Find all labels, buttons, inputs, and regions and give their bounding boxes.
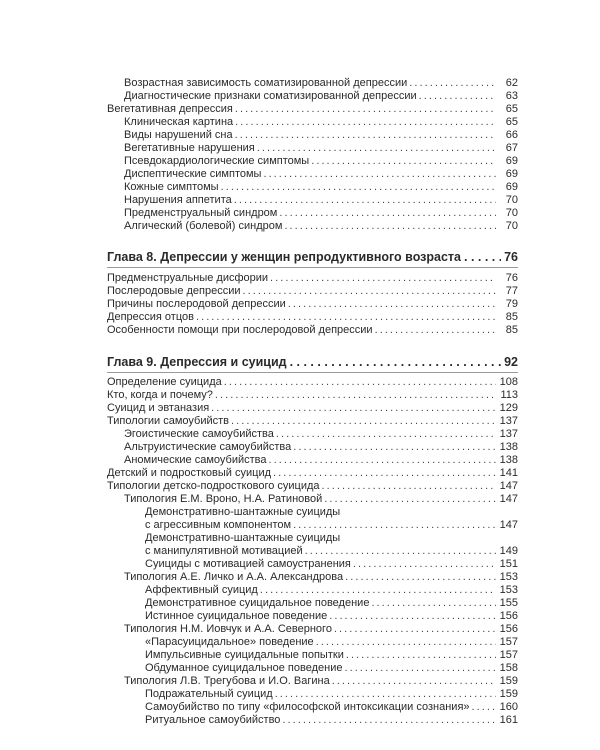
toc-entry[interactable]: [107, 519, 518, 532]
toc-entry[interactable]: [107, 623, 518, 636]
toc-entry-title: Кожные симптомы: [124, 181, 219, 193]
leader-dots: [353, 558, 496, 571]
leader-dots: [224, 376, 496, 389]
toc-entry[interactable]: [107, 272, 518, 285]
toc-entry[interactable]: [107, 480, 518, 493]
leader-dots: [231, 415, 496, 428]
toc-entry[interactable]: [107, 194, 518, 207]
toc-entry-page: 157: [499, 636, 518, 648]
toc-entry-page: 69: [505, 181, 518, 193]
toc-entry-title: Аномические самоубийства: [124, 454, 267, 466]
toc-entry-title: Виды нарушений сна: [124, 129, 233, 141]
toc-entry[interactable]: [107, 493, 518, 506]
toc-entry-title: Ритуальное самоубийство: [145, 714, 281, 726]
toc-entry-page: 85: [505, 311, 518, 323]
toc-entry-title: Типологии детско-подросткового суицида: [107, 480, 320, 492]
toc-entry-title: «Парасуицидальное» поведение: [145, 636, 314, 648]
toc-entry-title: Демонстративное суицидальное поведение: [145, 597, 370, 609]
toc-entry[interactable]: [107, 545, 518, 558]
leader-dots: [409, 77, 496, 90]
toc-entry[interactable]: [107, 597, 518, 610]
toc-entry-page: 137: [499, 415, 518, 427]
toc-entry[interactable]: [107, 688, 518, 701]
toc-entry-title: с агрессивным компонентом: [145, 519, 292, 531]
toc-entry-title: Типология Е.М. Вроно, Н.А. Ратиновой: [124, 493, 323, 505]
chapter-9-heading[interactable]: [107, 354, 518, 370]
leader-dots: [311, 155, 496, 168]
toc-entry-page: 153: [499, 571, 518, 583]
leader-dots: [332, 675, 496, 688]
toc-entry-title: Истинное суицидальное поведение: [145, 610, 328, 622]
leader-dots: [235, 103, 496, 116]
toc-entry-page: 138: [499, 441, 518, 453]
leader-dots: [290, 354, 502, 370]
toc-entry-title: Псевдокардиологические симптомы: [124, 155, 310, 167]
toc-entry-page: 62: [505, 77, 518, 89]
toc-entry-title: Обдуманное суицидальное поведение: [145, 662, 343, 674]
leader-dots: [243, 285, 496, 298]
leader-dots: [276, 428, 496, 441]
toc-entry[interactable]: [107, 506, 518, 519]
toc-entry-page: 155: [499, 597, 518, 609]
toc-entry[interactable]: [107, 714, 518, 727]
toc-entry-title: Предменструальный синдром: [124, 207, 278, 219]
toc-entry[interactable]: [107, 168, 518, 181]
table-of-contents: [107, 77, 518, 727]
chapter-8-heading[interactable]: [107, 249, 518, 265]
toc-entry-title: Нарушения аппетита: [124, 194, 232, 206]
toc-entry-title: Возрастная зависимость соматизированной депрессии: [124, 77, 408, 89]
toc-entry[interactable]: [107, 155, 518, 168]
leader-dots: [215, 389, 496, 402]
toc-entry-title: Суицид и эвтаназия: [107, 402, 210, 414]
leader-dots: [305, 545, 496, 558]
toc-entry-title: Типологии самоубийств: [107, 415, 229, 427]
toc-entry-title: Особенности помощи при послеродовой депрессии: [107, 324, 373, 336]
toc-entry-page: 65: [505, 116, 518, 128]
toc-entry-page: 158: [499, 662, 518, 674]
toc-entry-title: Суициды с мотивацией самоустранения: [145, 558, 351, 570]
toc-entry-page: 138: [499, 454, 518, 466]
toc-entry-title: Вегетативные нарушения: [124, 142, 255, 154]
toc-entry-title: Вегетативная депрессия: [107, 103, 233, 115]
leader-dots: [324, 493, 496, 506]
toc-entry-page: 65: [505, 103, 518, 115]
leader-dots: [472, 701, 496, 714]
toc-entry[interactable]: [107, 532, 518, 545]
toc-entry-page: 161: [499, 714, 518, 726]
toc-entry-title: Подражательный суицид: [145, 688, 273, 700]
chapter-title: Глава 8. Депрессии у женщин репродуктивного возраста: [107, 250, 461, 264]
toc-entry[interactable]: [107, 90, 518, 103]
toc-entry[interactable]: [107, 389, 518, 402]
toc-entry-page: 157: [499, 649, 518, 661]
toc-entry-title: Предменструальные дисфории: [107, 272, 269, 284]
leader-dots: [260, 584, 496, 597]
leader-dots: [235, 116, 496, 129]
toc-entry[interactable]: [107, 428, 518, 441]
toc-entry-title: Демонстративно-шантажные суициды: [145, 506, 341, 518]
toc-entry[interactable]: [107, 467, 518, 480]
toc-entry-page: 69: [505, 155, 518, 167]
toc-entry[interactable]: [107, 298, 518, 311]
toc-entry-title: Типология Н.М. Иовчук и А.А. Северного: [124, 623, 332, 635]
chapter-page: 92: [504, 355, 518, 369]
toc-entry[interactable]: [107, 129, 518, 142]
toc-entry-page: 113: [500, 389, 518, 401]
toc-entry[interactable]: [107, 116, 518, 129]
toc-entry-page: 70: [505, 207, 518, 219]
toc-entry[interactable]: [107, 454, 518, 467]
leader-dots: [293, 441, 496, 454]
toc-entry[interactable]: [107, 207, 518, 220]
leader-dots: [275, 688, 496, 701]
toc-entry[interactable]: [107, 649, 518, 662]
toc-entry[interactable]: [107, 584, 518, 597]
toc-entry-page: 129: [499, 402, 518, 414]
toc-entry-page: 156: [499, 610, 518, 622]
leader-dots: [270, 272, 496, 285]
toc-entry-page: 66: [505, 129, 518, 141]
toc-entry-page: 70: [505, 194, 518, 206]
toc-entry-title: Депрессия отцов: [107, 311, 194, 323]
toc-entry-title: Альтруистические самоубийства: [124, 441, 292, 453]
toc-entry-page: 67: [505, 142, 518, 154]
toc-entry[interactable]: [107, 701, 518, 714]
toc-entry-title: Типология Л.В. Трегубова и И.О. Вагина: [124, 675, 330, 687]
toc-entry-title: Определение суицида: [107, 376, 222, 388]
chapter-divider: [107, 267, 518, 268]
toc-entry-title: с манипулятивной мотивацией: [145, 545, 303, 557]
toc-entry[interactable]: [107, 402, 518, 415]
toc-entry-page: 70: [505, 220, 518, 232]
toc-entry-title: Диспептические симптомы: [124, 168, 262, 180]
leader-dots: [235, 129, 496, 142]
leader-dots: [464, 249, 501, 265]
chapter-divider: [107, 372, 518, 373]
toc-entry-title: Алгический (болевой) синдром: [124, 220, 283, 232]
leader-dots: [322, 480, 496, 493]
leader-dots: [273, 467, 496, 480]
leader-dots: [344, 662, 496, 675]
leader-dots: [284, 220, 496, 233]
toc-entry-title: Типология А.Е. Личко и А.А. Александрова: [124, 571, 344, 583]
toc-entry-page: 69: [505, 168, 518, 180]
toc-entry-title: Кто, когда и почему?: [107, 389, 213, 401]
leader-dots: [345, 571, 496, 584]
toc-entry-page: 149: [499, 545, 518, 557]
toc-entry[interactable]: [107, 610, 518, 623]
toc-entry[interactable]: [107, 103, 518, 116]
toc-entry-page: 159: [499, 675, 518, 687]
leader-dots: [334, 623, 496, 636]
toc-entry[interactable]: [107, 77, 518, 90]
toc-entry-page: 147: [499, 493, 518, 505]
toc-entry[interactable]: [107, 285, 518, 298]
toc-entry-page: 76: [505, 272, 518, 284]
toc-entry-page: 153: [499, 584, 518, 596]
toc-entry-title: Клиническая картина: [124, 116, 234, 128]
leader-dots: [419, 90, 496, 103]
toc-entry-page: 77: [505, 285, 518, 297]
toc-entry[interactable]: [107, 571, 518, 584]
toc-entry[interactable]: [107, 558, 518, 571]
chapter-page: 76: [504, 250, 518, 264]
toc-entry-title: Импульсивные суицидальные попытки: [145, 649, 344, 661]
toc-entry[interactable]: [107, 441, 518, 454]
chapter-title: Глава 9. Депрессия и суицид: [107, 355, 287, 369]
toc-entry-page: 63: [505, 90, 518, 102]
leader-dots: [282, 714, 496, 727]
toc-entry-page: 156: [499, 623, 518, 635]
leader-dots: [346, 649, 496, 662]
toc-entry-title: Диагностические признаки соматизированной депрессии: [124, 90, 417, 102]
leader-dots: [263, 168, 496, 181]
toc-entry[interactable]: [107, 324, 518, 337]
leader-dots: [234, 194, 496, 207]
toc-entry-page: 79: [505, 298, 518, 310]
leader-dots: [293, 519, 496, 532]
toc-entry[interactable]: [107, 181, 518, 194]
toc-entry-page: 147: [499, 480, 518, 492]
leader-dots: [211, 402, 496, 415]
leader-dots: [221, 181, 496, 194]
toc-entry[interactable]: [107, 675, 518, 688]
leader-dots: [268, 454, 496, 467]
toc-entry-title: Эгоистические самоубийства: [124, 428, 274, 440]
toc-entry-page: 147: [499, 519, 518, 531]
toc-entry-page: 108: [499, 376, 518, 388]
toc-entry-page: 85: [505, 324, 518, 336]
toc-entry-title: Послеродовые депрессии: [107, 285, 241, 297]
toc-entry-page: 151: [499, 558, 518, 570]
leader-dots: [316, 636, 496, 649]
leader-dots: [375, 324, 496, 337]
toc-entry-page: 137: [499, 428, 518, 440]
toc-entry-title: Детский и подростковый суицид: [107, 467, 272, 479]
leader-dots: [288, 298, 496, 311]
leader-dots: [329, 610, 496, 623]
toc-entry-page: 160: [499, 701, 518, 713]
leader-dots: [279, 207, 496, 220]
toc-entry[interactable]: [107, 376, 518, 389]
toc-entry[interactable]: [107, 311, 518, 324]
toc-entry-title: Демонстративно-шантажные суициды: [145, 532, 341, 544]
toc-entry[interactable]: [107, 662, 518, 675]
toc-entry[interactable]: [107, 415, 518, 428]
leader-dots: [196, 311, 496, 324]
toc-entry-page: 159: [499, 688, 518, 700]
toc-entry[interactable]: [107, 636, 518, 649]
toc-entry[interactable]: [107, 142, 518, 155]
leader-dots: [257, 142, 496, 155]
toc-entry-page: 141: [499, 467, 518, 479]
toc-entry[interactable]: [107, 220, 518, 233]
toc-entry-title: Причины послеродовой депрессии: [107, 298, 286, 310]
toc-entry-title: Аффективный суицид: [145, 584, 258, 596]
toc-entry-title: Самоубийство по типу «философской интоксикации сознания»: [145, 701, 470, 713]
leader-dots: [371, 597, 496, 610]
